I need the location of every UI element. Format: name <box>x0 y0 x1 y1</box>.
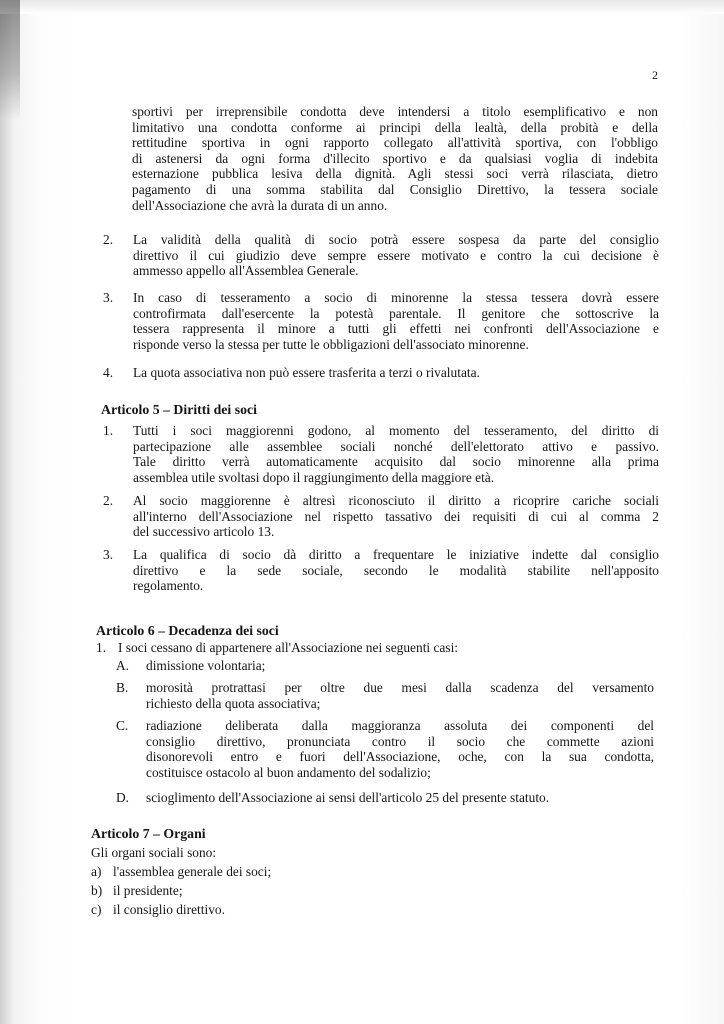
intro-paragraph <box>132 104 658 213</box>
text-line: ammesso appello all'Assemblea Generale. <box>133 263 359 279</box>
art5-item-3 <box>103 547 659 595</box>
article-7-heading: Articolo 7 – Organi <box>91 826 206 841</box>
text-line: Tutti i soci maggiorenni godono, al momento del tesseramento, del diritto di <box>133 423 659 438</box>
scan-shadow-top <box>0 0 724 14</box>
list-letter: D. <box>116 790 130 805</box>
text-line: del successivo articolo 13. <box>133 524 275 540</box>
text-line: esternazione pubblica lesiva della dignità. Agli stessi soci verrà rilasciata, dietro <box>132 166 658 182</box>
text-line: sportivi per irreprensibile condotta deve intendersi a titolo esemplificativo e non <box>132 104 658 119</box>
art7-item-a <box>91 864 491 881</box>
text-line: il consiglio direttivo. <box>113 902 225 917</box>
text-line: all'interno dell'Associazione nel rispetto tassativo dei requisiti di cui al comma 2 <box>133 508 659 524</box>
page-number: 2 <box>652 68 658 82</box>
text-line: dimissione volontaria; <box>146 658 266 673</box>
text-line: direttivo e la sede sociale, secondo le modalità stabilite nell'apposito <box>133 562 659 578</box>
art6-item-d <box>116 790 656 807</box>
text-line: costituisce ostacolo al buon andamento del sodalizio; <box>146 764 431 780</box>
art6-item-a <box>116 658 656 675</box>
text-line: morosità protrattasi per oltre due mesi dalla scadenza del versamento <box>146 680 654 695</box>
text-line: rettitudine sportiva in ogni rapporto collegato all'attività sportiva, con l'obbligo <box>132 135 658 151</box>
text-line: I soci cessano di appartenere all'Associazione nei seguenti casi: <box>118 640 459 655</box>
text-line: La qualifica di socio dà diritto a frequentare le iniziative indette dal consiglio <box>133 547 659 562</box>
text-line: direttivo il cui giudizio deve sempre essere motivato e contro la cui decisione è <box>133 247 659 263</box>
text-line: l'assemblea generale dei soci; <box>113 864 272 879</box>
list-letter: c) <box>91 902 102 917</box>
text-line: regolamento. <box>133 578 204 594</box>
text-line: pagamento di una somma stabilita dal Consiglio Direttivo, la tessera sociale <box>132 181 658 197</box>
article-5-heading: Articolo 5 – Diritti dei soci <box>101 402 257 417</box>
list-number: 1. <box>96 640 107 655</box>
text-line: tessera rappresenta il minore a tutti gli effetti nei confronti dell'Associazione e <box>133 321 659 337</box>
list-number: 2. <box>103 232 114 247</box>
text-line: il presidente; <box>113 883 183 898</box>
text-line: partecipazione alle assemblee sociali nonché dell'elettorato attivo e passivo. <box>133 438 659 454</box>
text-line: dell'Associazione che avrà la durata di un anno. <box>132 197 388 213</box>
text-line: limitativo una condotta conforme ai principi della lealtà, della probità e della <box>132 119 658 135</box>
list-letter: A. <box>116 658 130 673</box>
art7-intro: Gli organi sociali sono: <box>91 845 217 860</box>
list-letter: C. <box>116 718 129 733</box>
list-number: 1. <box>103 423 114 438</box>
art6-item-c <box>116 718 656 782</box>
article-6-heading: Articolo 6 – Decadenza dei soci <box>96 623 279 638</box>
list-item-4 <box>103 365 659 382</box>
list-number: 2. <box>103 493 114 508</box>
text-line: radiazione deliberata dalla maggioranza assoluta dei componenti del <box>146 718 654 733</box>
list-letter: a) <box>91 864 102 879</box>
text-line: disonorevoli entro e fuori dell'Associazione, oche, con la sua condotta, <box>146 749 654 765</box>
art5-item-1 <box>103 423 659 487</box>
text-line: controfirmata dall'esercente la potestà parentale. Il genitore che sottoscrive la <box>133 305 659 321</box>
art5-item-2 <box>103 493 659 541</box>
text-line: risponde verso la stessa per tutte le obbligazioni dell'associato minorenne. <box>133 336 529 352</box>
text-line: Al socio maggiorenne è altresì riconosciuto il diritto a ricoprire cariche sociali <box>133 493 659 508</box>
list-number: 4. <box>103 365 114 380</box>
list-letter: b) <box>91 883 103 898</box>
list-item-2 <box>103 232 659 280</box>
text-line: consiglio direttivo, pronunciata contro il socio che commette azioni <box>146 733 654 749</box>
art7-item-b <box>91 883 491 900</box>
text-line: In caso di tesseramento a socio di minorenne la stessa tessera dovrà essere <box>133 290 659 305</box>
text-line: di astenersi da ogni forma d'illecito sportivo e da qualsiasi voglia di indebita <box>132 150 658 166</box>
art7-item-c <box>91 902 491 919</box>
scan-shadow-left <box>0 0 20 120</box>
list-number: 3. <box>103 290 114 305</box>
text-line: assemblea utile svoltasi dopo il raggiungimento della maggiore età. <box>133 469 495 485</box>
list-item-3 <box>103 290 659 354</box>
text-line: La validità della qualità di socio potrà essere sospesa da parte del consiglio <box>133 232 659 247</box>
list-number: 3. <box>103 547 114 562</box>
art6-item-b <box>116 680 656 714</box>
text-line: Tale diritto verrà automaticamente acquisito dal socio minorenne alla prima <box>133 454 659 470</box>
list-letter: B. <box>116 680 129 695</box>
art6-item-1 <box>96 640 659 657</box>
text-line: La quota associativa non può essere trasferita a terzi o rivalutata. <box>133 365 480 380</box>
text-line: scioglimento dell'Associazione ai sensi dell'articolo 25 del presente statuto. <box>146 790 550 805</box>
text-line: richiesto della quota associativa; <box>146 695 321 711</box>
